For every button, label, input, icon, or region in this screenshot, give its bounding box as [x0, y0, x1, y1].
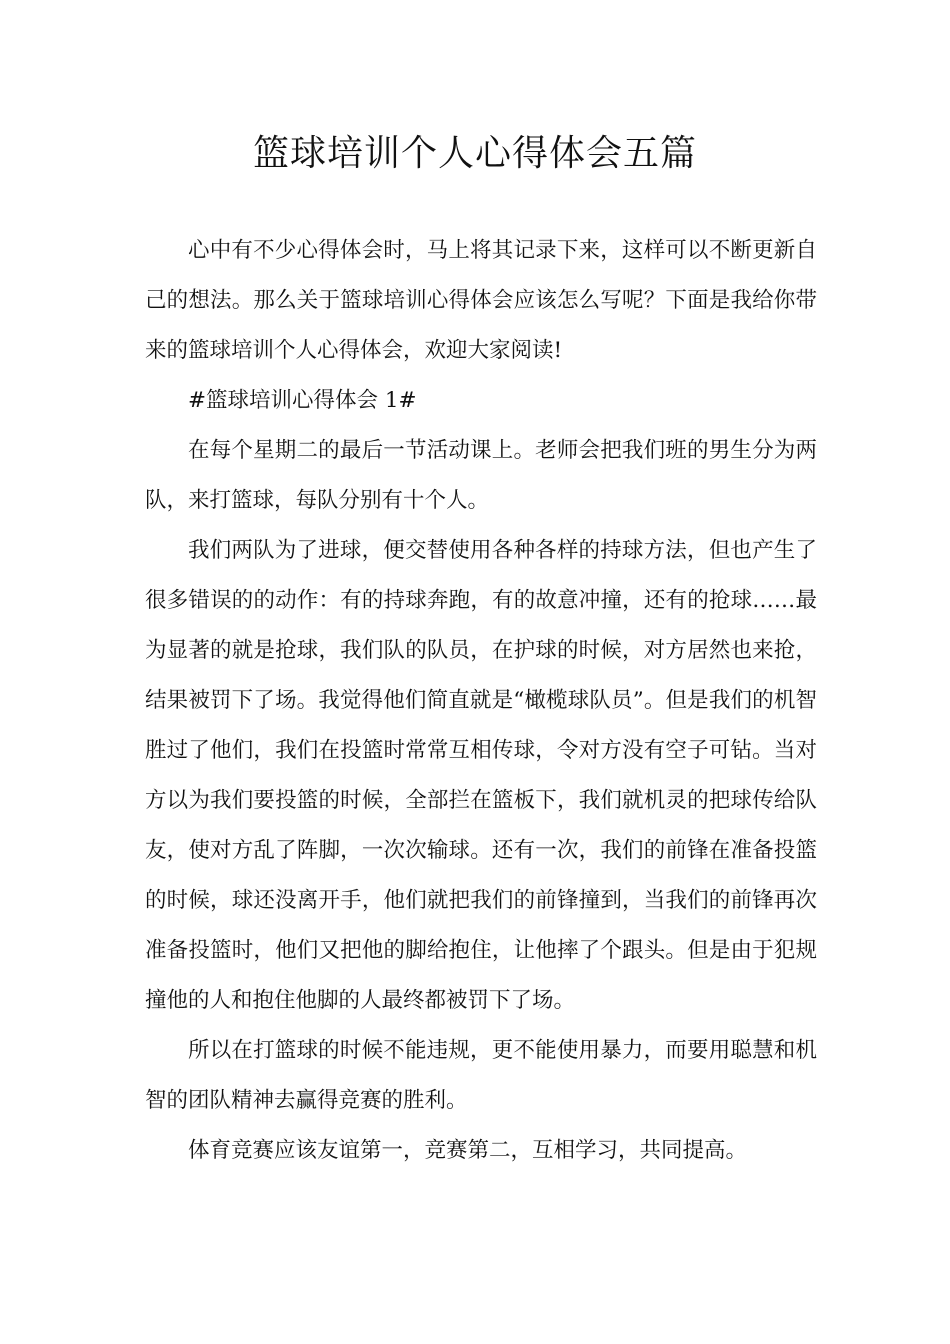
paragraph: 我们两队为了进球，便交替使用各种各样的持球方法，但也产生了很多错误的的动作：有的持球奔跑，有的故意冲撞，还有的抢球……最为显著的就是抢球，我们队的队员，在护球的时候，对方居然也来抢，结果被罚下了场。我觉得他们简直就是“橄榄球队员”。但是我们的机智胜过了他们，我们在投篮时常常互相传球，令对方没有空子可钻。当对方以为我们要投篮的时候，全部拦在篮板下，我们就机灵的把球传给队友，使对方乱了阵脚，一次次输球。还有一次，我们的前锋在准备投篮的时候，球还没离开手，他们就把我们的前锋撞到，当我们的前锋再次准备投篮时，他们又把他的脚给抱住，让他摔了个跟头。但是由于犯规撞他的人和抱住他脚的人最终都被罚下了场。: [145, 538, 817, 1013]
paragraph: 所以在打篮球的时候不能违规，更不能使用暴力，而要用聪慧和机智的团队精神去赢得竞赛的胜利。: [145, 1038, 817, 1113]
document-title: 篮球培训个人心得体会五篇: [252, 133, 697, 174]
document-body: [145, 226, 817, 1176]
paragraph-intro: 心中有不少心得体会时，马上将其记录下来，这样可以不断更新自己的想法。那么关于篮球培训心得体会应该怎么写呢？下面是我给你带来的篮球培训个人心得体会，欢迎大家阅读!: [145, 238, 817, 363]
section-heading: #篮球培训心得体会 1#: [188, 388, 417, 413]
paragraph: 体育竞赛应该友谊第一，竞赛第二，互相学习，共同提高。: [188, 1138, 748, 1163]
paragraph: 在每个星期二的最后一节活动课上。老师会把我们班的男生分为两队，来打篮球，每队分别有十个人。: [145, 438, 817, 513]
